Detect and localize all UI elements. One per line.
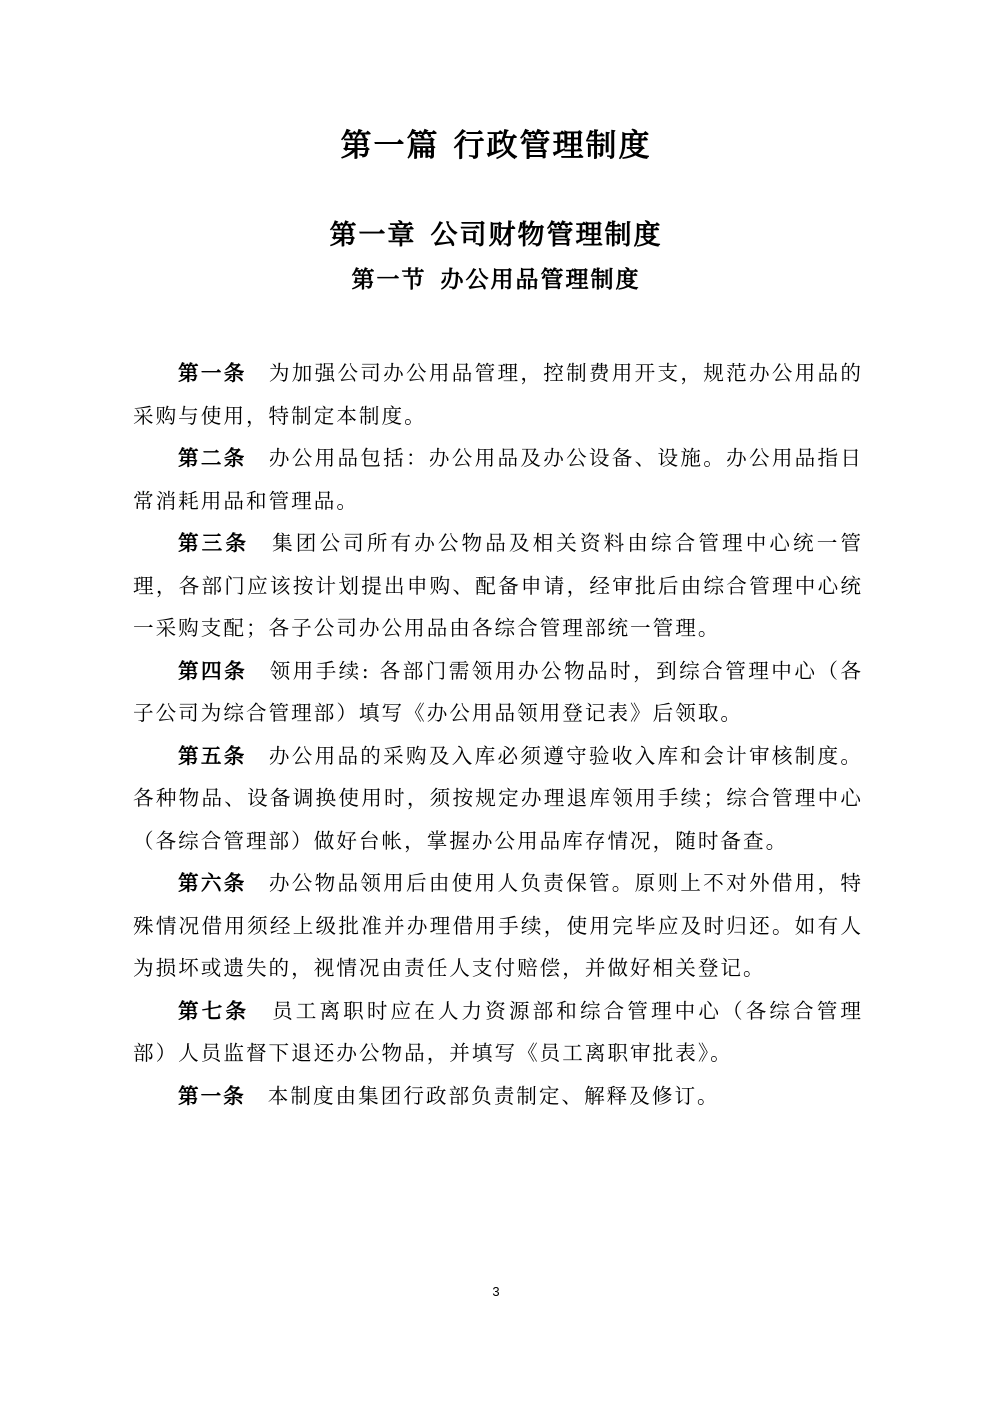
article-number: 第二条 <box>178 446 247 470</box>
section-title <box>0 260 992 300</box>
article-text: 员工离职时应在人力资源部和综合管理中心（各综合管理部）人员监督下退还办公物品，并填写《员工离职审批表》。 <box>133 998 864 1065</box>
article-text: 本制度由集团行政部负责制定、解释及修订。 <box>267 1083 720 1108</box>
chapter-title <box>0 214 992 258</box>
article-3 <box>133 522 863 650</box>
article-number: 第四条 <box>178 658 248 683</box>
part-title-name: 行政管理制度 <box>453 128 652 164</box>
article-number: 第一条 <box>178 361 247 385</box>
article-1 <box>133 352 863 437</box>
section-title-number: 第一节 <box>351 266 427 293</box>
article-number: 第五条 <box>178 743 247 768</box>
article-8 <box>133 1075 863 1118</box>
article-7 <box>133 990 863 1075</box>
article-4 <box>133 650 863 735</box>
page-number: 3 <box>492 1284 500 1299</box>
article-6 <box>133 862 863 990</box>
article-text: 办公用品的采购及入库必须遵守验收入库和会计审核制度。各种物品、设备调换使用时，须按规定办理退库领用手续；综合管理中心（各综合管理部）做好台帐，掌握办公用品库存情况，随时备查。 <box>133 743 864 853</box>
article-text: 为加强公司办公用品管理，控制费用开支，规范办公用品的采购与使用，特制定本制度。 <box>133 361 864 428</box>
article-text: 办公用品包括：办公用品及办公设备、设施。办公用品指日常消耗用品和管理品。 <box>133 446 864 513</box>
chapter-title-name: 公司财物管理制度 <box>430 220 663 251</box>
article-5 <box>133 735 863 863</box>
article-text: 办公物品领用后由使用人负责保管。原则上不对外借用，特殊情况借用须经上级批准并办理借用手续，使用完毕应及时归还。如有人为损坏或遗失的，视情况由责任人支付赔偿，并做好相关登记。 <box>133 871 864 980</box>
article-number: 第六条 <box>178 871 247 895</box>
article-number: 第一条 <box>178 1083 246 1108</box>
article-text: 领用手续: 各部门需领用办公物品时，到综合管理中心（各子公司为综合管理部）填写《办公用品领用登记表》后领取。 <box>133 658 864 725</box>
part-title-number: 第一篇 <box>340 128 440 164</box>
document-body <box>133 352 863 1117</box>
chapter-title-number: 第一章 <box>329 220 417 251</box>
part-title <box>0 122 992 170</box>
article-text: 集团公司所有办公物品及相关资料由综合管理中心统一管理，各部门应该按计划提出申购、配备申请，经审批后由综合管理中心统一采购支配；各子公司办公用品由各综合管理部统一管理。 <box>133 531 864 640</box>
article-number: 第三条 <box>178 531 250 555</box>
article-2 <box>133 437 863 522</box>
section-title-name: 办公用品管理制度 <box>440 266 641 293</box>
article-number: 第七条 <box>178 998 250 1023</box>
